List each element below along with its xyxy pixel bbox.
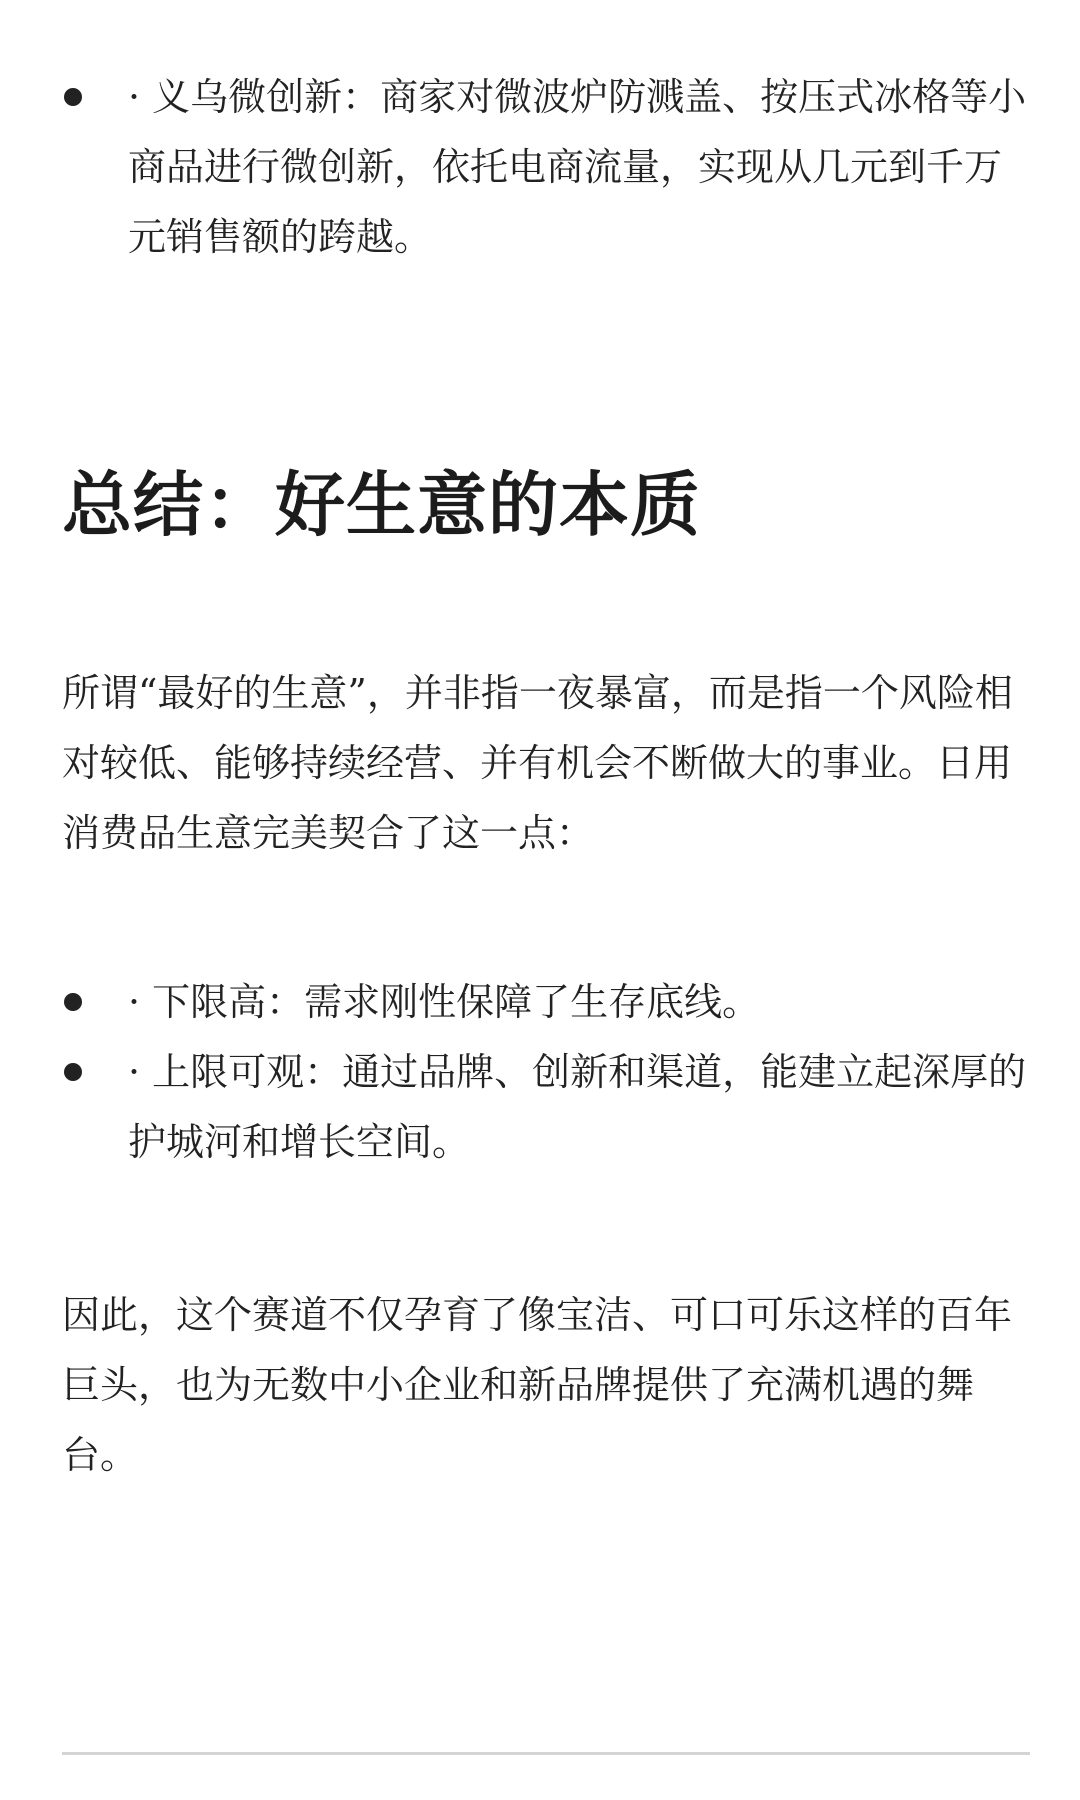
list-item-text: · 上限可观：通过品牌、创新和渠道，能建立起深厚的护城河和增长空间。: [128, 1050, 1027, 1164]
section-heading: 总结：好生意的本质: [62, 463, 701, 546]
divider: [62, 1752, 1030, 1755]
bullet-dot-icon: [64, 993, 82, 1011]
list-item: [62, 1037, 1030, 1177]
bullet-dot-icon: [64, 88, 82, 106]
bullet-dot-icon: [64, 1063, 82, 1081]
bullet-list-top: [62, 62, 1030, 272]
paragraph-summary: 所谓“最好的生意”，并非指一夜暴富，而是指一个风险相对较低、能够持续经营、并有机会不断做大的事业。日用消费品生意完美契合了这一点：: [62, 671, 1013, 855]
bullet-list-bottom: [62, 967, 1030, 1177]
paragraph-conclusion: 因此，这个赛道不仅孕育了像宝洁、可口可乐这样的百年巨头，也为无数中小企业和新品牌提供了充满机遇的舞台。: [62, 1293, 1013, 1477]
list-item: [62, 967, 1030, 1037]
list-item-text: · 义乌微创新：商家对微波炉防溅盖、按压式冰格等小商品进行微创新，依托电商流量，实现从几元到千万元销售额的跨越。: [128, 75, 1027, 259]
list-item: [62, 62, 1030, 272]
list-item-text: · 下限高：需求刚性保障了生存底线。: [128, 980, 761, 1024]
